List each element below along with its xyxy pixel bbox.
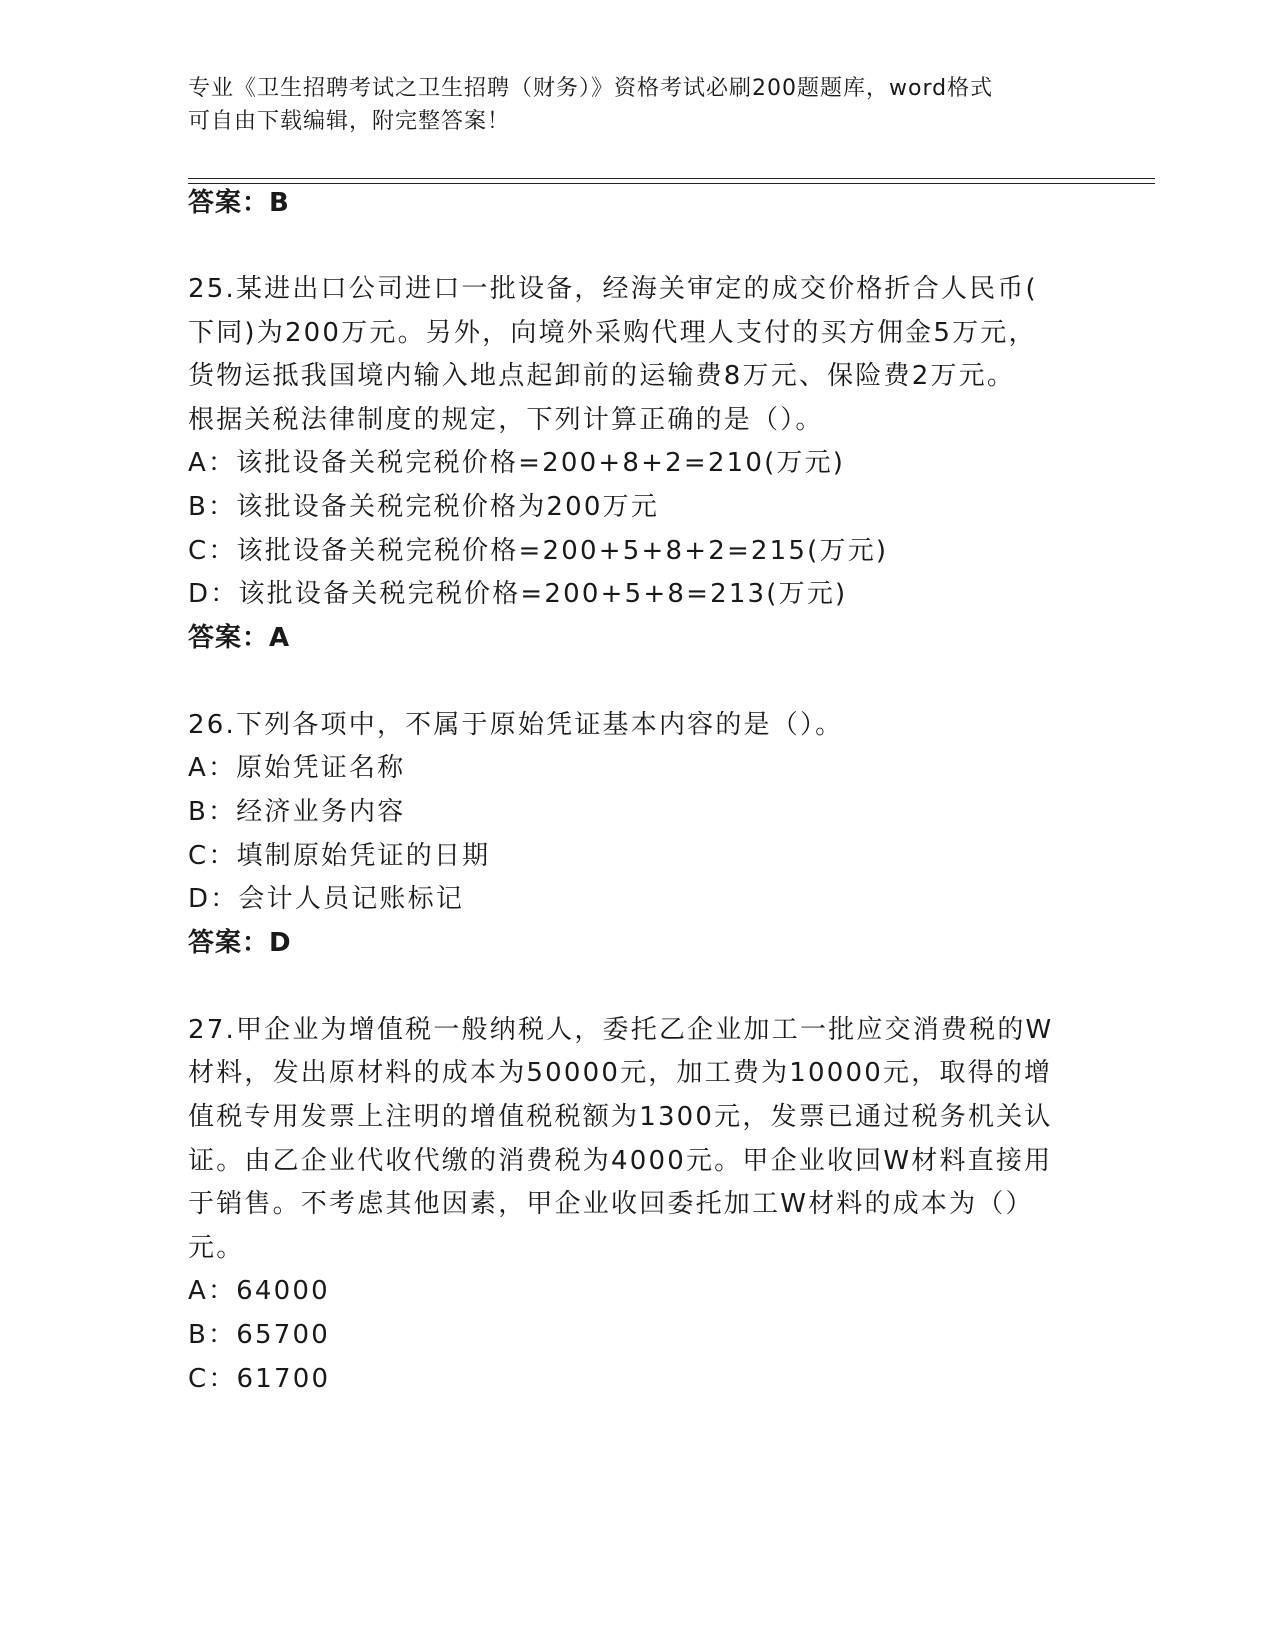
q25-option-d: D：该批设备关税完税价格=200+5+8=213(万元)	[188, 579, 848, 609]
q25-option-b: B：该批设备关税完税价格为200万元	[188, 492, 660, 522]
q27-text-line-6: 元。	[188, 1233, 245, 1263]
document-header	[188, 72, 1068, 138]
q27-text-line-1: 27.甲企业为增值税一般纳税人，委托乙企业加工一批应交消费税的W	[188, 1015, 1054, 1045]
q25-text-line-4: 根据关税法律制度的规定，下列计算正确的是（）。	[188, 405, 824, 435]
q26-option-b: B：经济业务内容	[188, 797, 406, 827]
q25-option-c: C：该批设备关税完税价格=200+5+8+2=215(万元)	[188, 536, 889, 566]
q25-answer: 答案：A	[188, 623, 291, 653]
header-line-1: 专业《卫生招聘考试之卫生招聘（财务）》资格考试必刷200题题库，word格式	[188, 76, 994, 101]
header-line-2: 可自由下载编辑，附完整答案！	[188, 109, 511, 134]
q25-option-a: A：该批设备关税完税价格=200+8+2=210(万元)	[188, 448, 846, 478]
q25-text-line-1: 25.某进出口公司进口一批设备，经海关审定的成交价格折合人民币(	[188, 274, 1038, 304]
q26-option-a: A：原始凭证名称	[188, 753, 406, 783]
q27-text-line-5: 于销售。不考虑其他因素，甲企业收回委托加工W材料的成本为（）	[188, 1189, 1034, 1219]
q27-text-line-3: 值税专用发票上注明的增值税税额为1300元，发票已通过税务机关认	[188, 1102, 1053, 1132]
q25-text-line-2: 下同)为200万元。另外，向境外采购代理人支付的买方佣金5万元，	[188, 318, 1037, 348]
q26-option-d: D：会计人员记账标记	[188, 884, 465, 914]
q26-answer: 答案：D	[188, 928, 292, 958]
q27-option-a: A：64000	[188, 1276, 330, 1306]
q27-text-line-2: 材料，发出原材料的成本为50000元，加工费为10000元，取得的增	[188, 1058, 1053, 1088]
q25-text-line-3: 货物运抵我国境内输入地点起卸前的运输费8万元、保险费2万元。	[188, 361, 1016, 391]
prev-answer: 答案：B	[188, 188, 290, 218]
header-divider-top	[188, 178, 1155, 179]
q26-option-c: C：填制原始凭证的日期	[188, 841, 491, 871]
q27-text-line-4: 证。由乙企业代收代缴的消费税为4000元。甲企业收回W材料直接用	[188, 1146, 1053, 1176]
q27-option-c: C：61700	[188, 1364, 331, 1394]
header-divider-bottom	[188, 183, 1155, 184]
q27-option-b: B：65700	[188, 1320, 330, 1350]
q26-text-line-1: 26.下列各项中，不属于原始凭证基本内容的是（）。	[188, 710, 844, 740]
